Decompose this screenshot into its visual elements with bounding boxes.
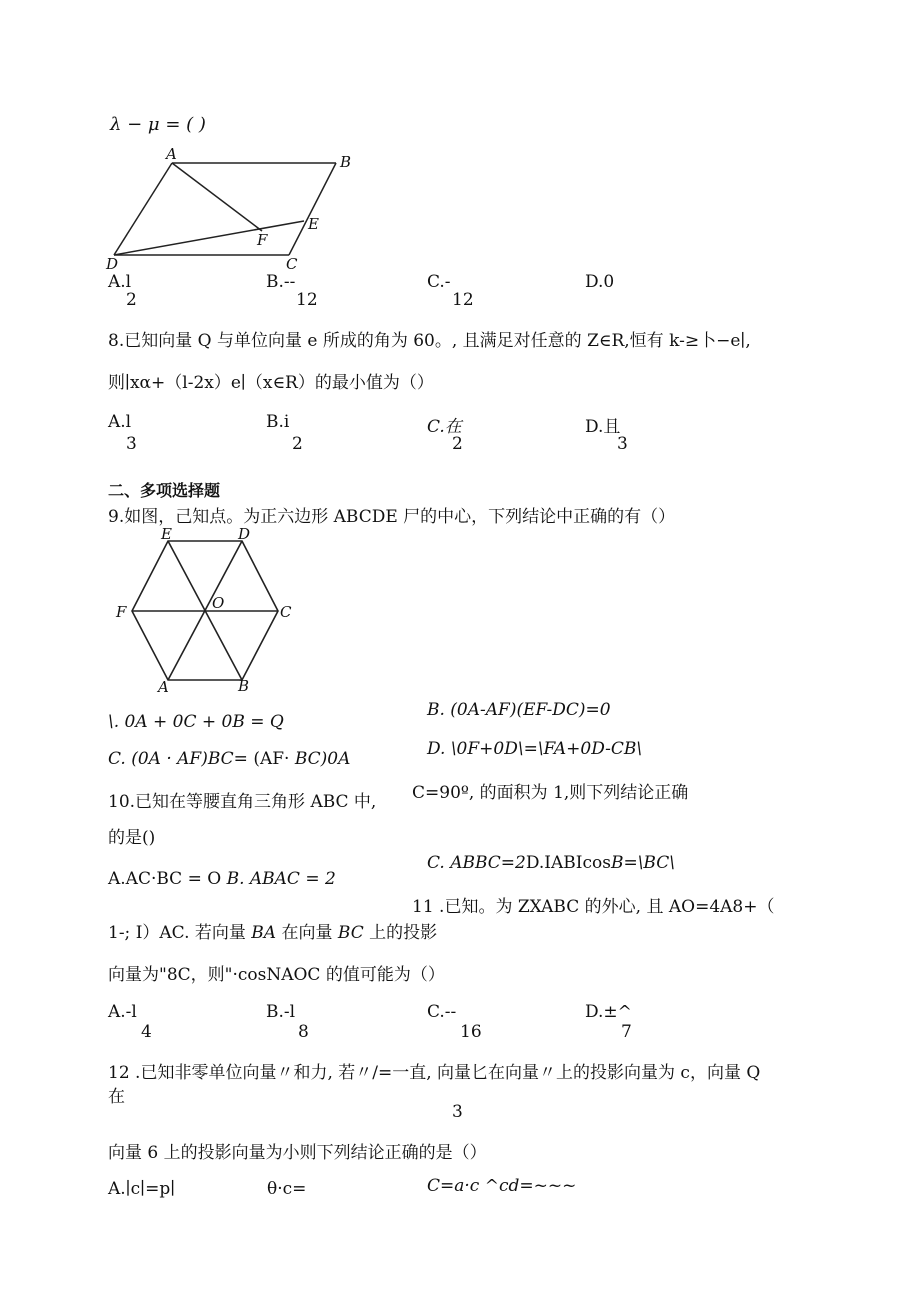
q12-stem-line2: 向量 6 上的投影向量为小则下列结论正确的是（） [108, 1143, 487, 1163]
segment-AF [172, 163, 262, 231]
q9-option-c-part1: C. (0A · AF)BC [108, 749, 234, 769]
q7-option-b-sub: 12 [296, 290, 318, 310]
q7-option-b[interactable]: B.-- [266, 272, 296, 292]
q7-option-a-sub: 2 [126, 290, 137, 310]
q8-option-d[interactable]: D.且 [585, 417, 621, 437]
q12-option-a[interactable]: A.∣c∣=p∣ [108, 1179, 176, 1199]
q9-option-c[interactable] [108, 749, 350, 769]
q11-option-b-sub: 8 [298, 1022, 309, 1042]
segment-DE [114, 221, 304, 255]
q9-option-c-part3: BC)0A [294, 749, 351, 769]
label-B: B [238, 677, 250, 695]
section-2-title: 二、多项选择题 [108, 483, 221, 500]
q10-options-ab[interactable] [108, 869, 336, 889]
q11-vector-bc: BC [337, 923, 364, 943]
label-C: C [286, 255, 298, 270]
q11-line2-c: 在向量 [276, 923, 338, 943]
q7-header: λ − μ = ( ) [110, 114, 206, 135]
q11-stem-line1: 11 .已知。为 ZXABC 的外心, 且 AO=4A8+（ [412, 897, 775, 917]
q9-option-c-part2: = (AF· [233, 749, 295, 769]
q11-line2-e: 上的投影 [363, 923, 438, 943]
label-D: D [106, 255, 119, 270]
q12-stem-line1: 12 .已知非零单位向量〃和力, 若〃/=一直, 向量匕在向量〃上的投影向量为 c，向量 Q [108, 1063, 761, 1083]
q10-option-b: B. ABAC = 2 [226, 869, 336, 889]
q9-option-d[interactable]: D. \0F+0D\=\FA+0D-CB\ [427, 739, 643, 759]
q11-vector-ba: BA [251, 923, 277, 943]
label-F: F [116, 603, 127, 621]
q12-stem-line1b: 在 [108, 1087, 125, 1107]
q10-stem-left: 10.已知在等腰直角三角形 ABC 中, [108, 792, 377, 812]
label-E: E [161, 525, 172, 543]
q11-option-d[interactable]: D.±^ [585, 1002, 632, 1022]
label-C: C [280, 603, 292, 621]
q11-option-a-sub: 4 [141, 1022, 152, 1042]
q7-option-c-sub: 12 [452, 290, 474, 310]
q11-option-d-sub: 7 [621, 1022, 632, 1042]
q10-option-c: C. ABBC=2 [427, 853, 526, 873]
q8-option-c[interactable]: C.在 [427, 417, 462, 437]
q12-number-3: 3 [452, 1102, 463, 1122]
q11-stem-line3: 向量为"8C，则"·cosNAOC 的值可能为（） [108, 965, 445, 985]
q11-option-c[interactable]: C.-- [427, 1002, 457, 1022]
q12-option-c[interactable]: C=a·c ^cd=~~~ [427, 1176, 577, 1196]
q8-option-b[interactable]: B.i [266, 412, 290, 432]
q11-option-c-sub: 16 [460, 1022, 482, 1042]
q9-option-b[interactable]: B. (0A-AF)(EF-DC)=0 [427, 700, 611, 720]
q9-hexagon-figure [110, 525, 300, 695]
edge-BC [289, 163, 336, 255]
q8-option-a-sub: 3 [126, 434, 137, 454]
label-A: A [158, 678, 169, 695]
q11-option-a[interactable]: A.-l [108, 1002, 137, 1022]
q8-option-a[interactable]: A.l [108, 412, 132, 432]
q10-option-a: A.AC·BC = O [108, 869, 227, 889]
q10-options-cd[interactable] [427, 853, 675, 873]
q12-option-b[interactable]: θ·c= [267, 1179, 307, 1199]
label-F: F [257, 231, 268, 249]
q8-stem-line2: 则∣xα+（l-2x）e∣（x∈R）的最小值为（） [108, 373, 434, 393]
option-label: A.l [108, 272, 132, 292]
q11-line2-a: 1-; I）AC. 若向量 [108, 923, 252, 943]
q8-option-c-sub: 2 [452, 434, 463, 454]
q8-option-d-sub: 3 [617, 434, 628, 454]
edge-DA [114, 163, 172, 255]
q7-parallelogram-figure [104, 145, 364, 270]
q10-stem-right: C=90º, 的面积为 1,则下列结论正确 [412, 783, 689, 803]
q8-option-b-sub: 2 [292, 434, 303, 454]
label-A: A [166, 145, 177, 163]
q10-option-d-prefix: D.IABIcos [525, 853, 611, 873]
q7-option-a[interactable] [108, 272, 131, 292]
q7-option-d[interactable]: D.0 [585, 272, 615, 292]
label-E: E [308, 215, 319, 233]
label-O: O [212, 594, 225, 612]
label-D: D [238, 525, 251, 543]
q10-stem-line2: 的是() [108, 828, 156, 848]
q11-stem-line2 [108, 918, 437, 943]
q11-option-b[interactable]: B.-l [266, 1002, 296, 1022]
q10-option-d-suffix: B=\BC\ [610, 853, 675, 873]
q9-stem: 9.如图，己知点。为正六边形 ABCDE 尸的中心，下列结论中正确的有（） [108, 507, 676, 527]
q8-stem-line1: 8.已知向量 Q 与单位向量 e 所成的角为 60。, 且满足对任意的 Z∈R,恒有 k-≥卜−e∣, [108, 331, 751, 351]
label-B: B [340, 153, 352, 171]
q9-option-a[interactable]: \. 0A + 0C + 0B = Q [108, 712, 284, 732]
q7-option-c[interactable]: C.- [427, 272, 451, 292]
